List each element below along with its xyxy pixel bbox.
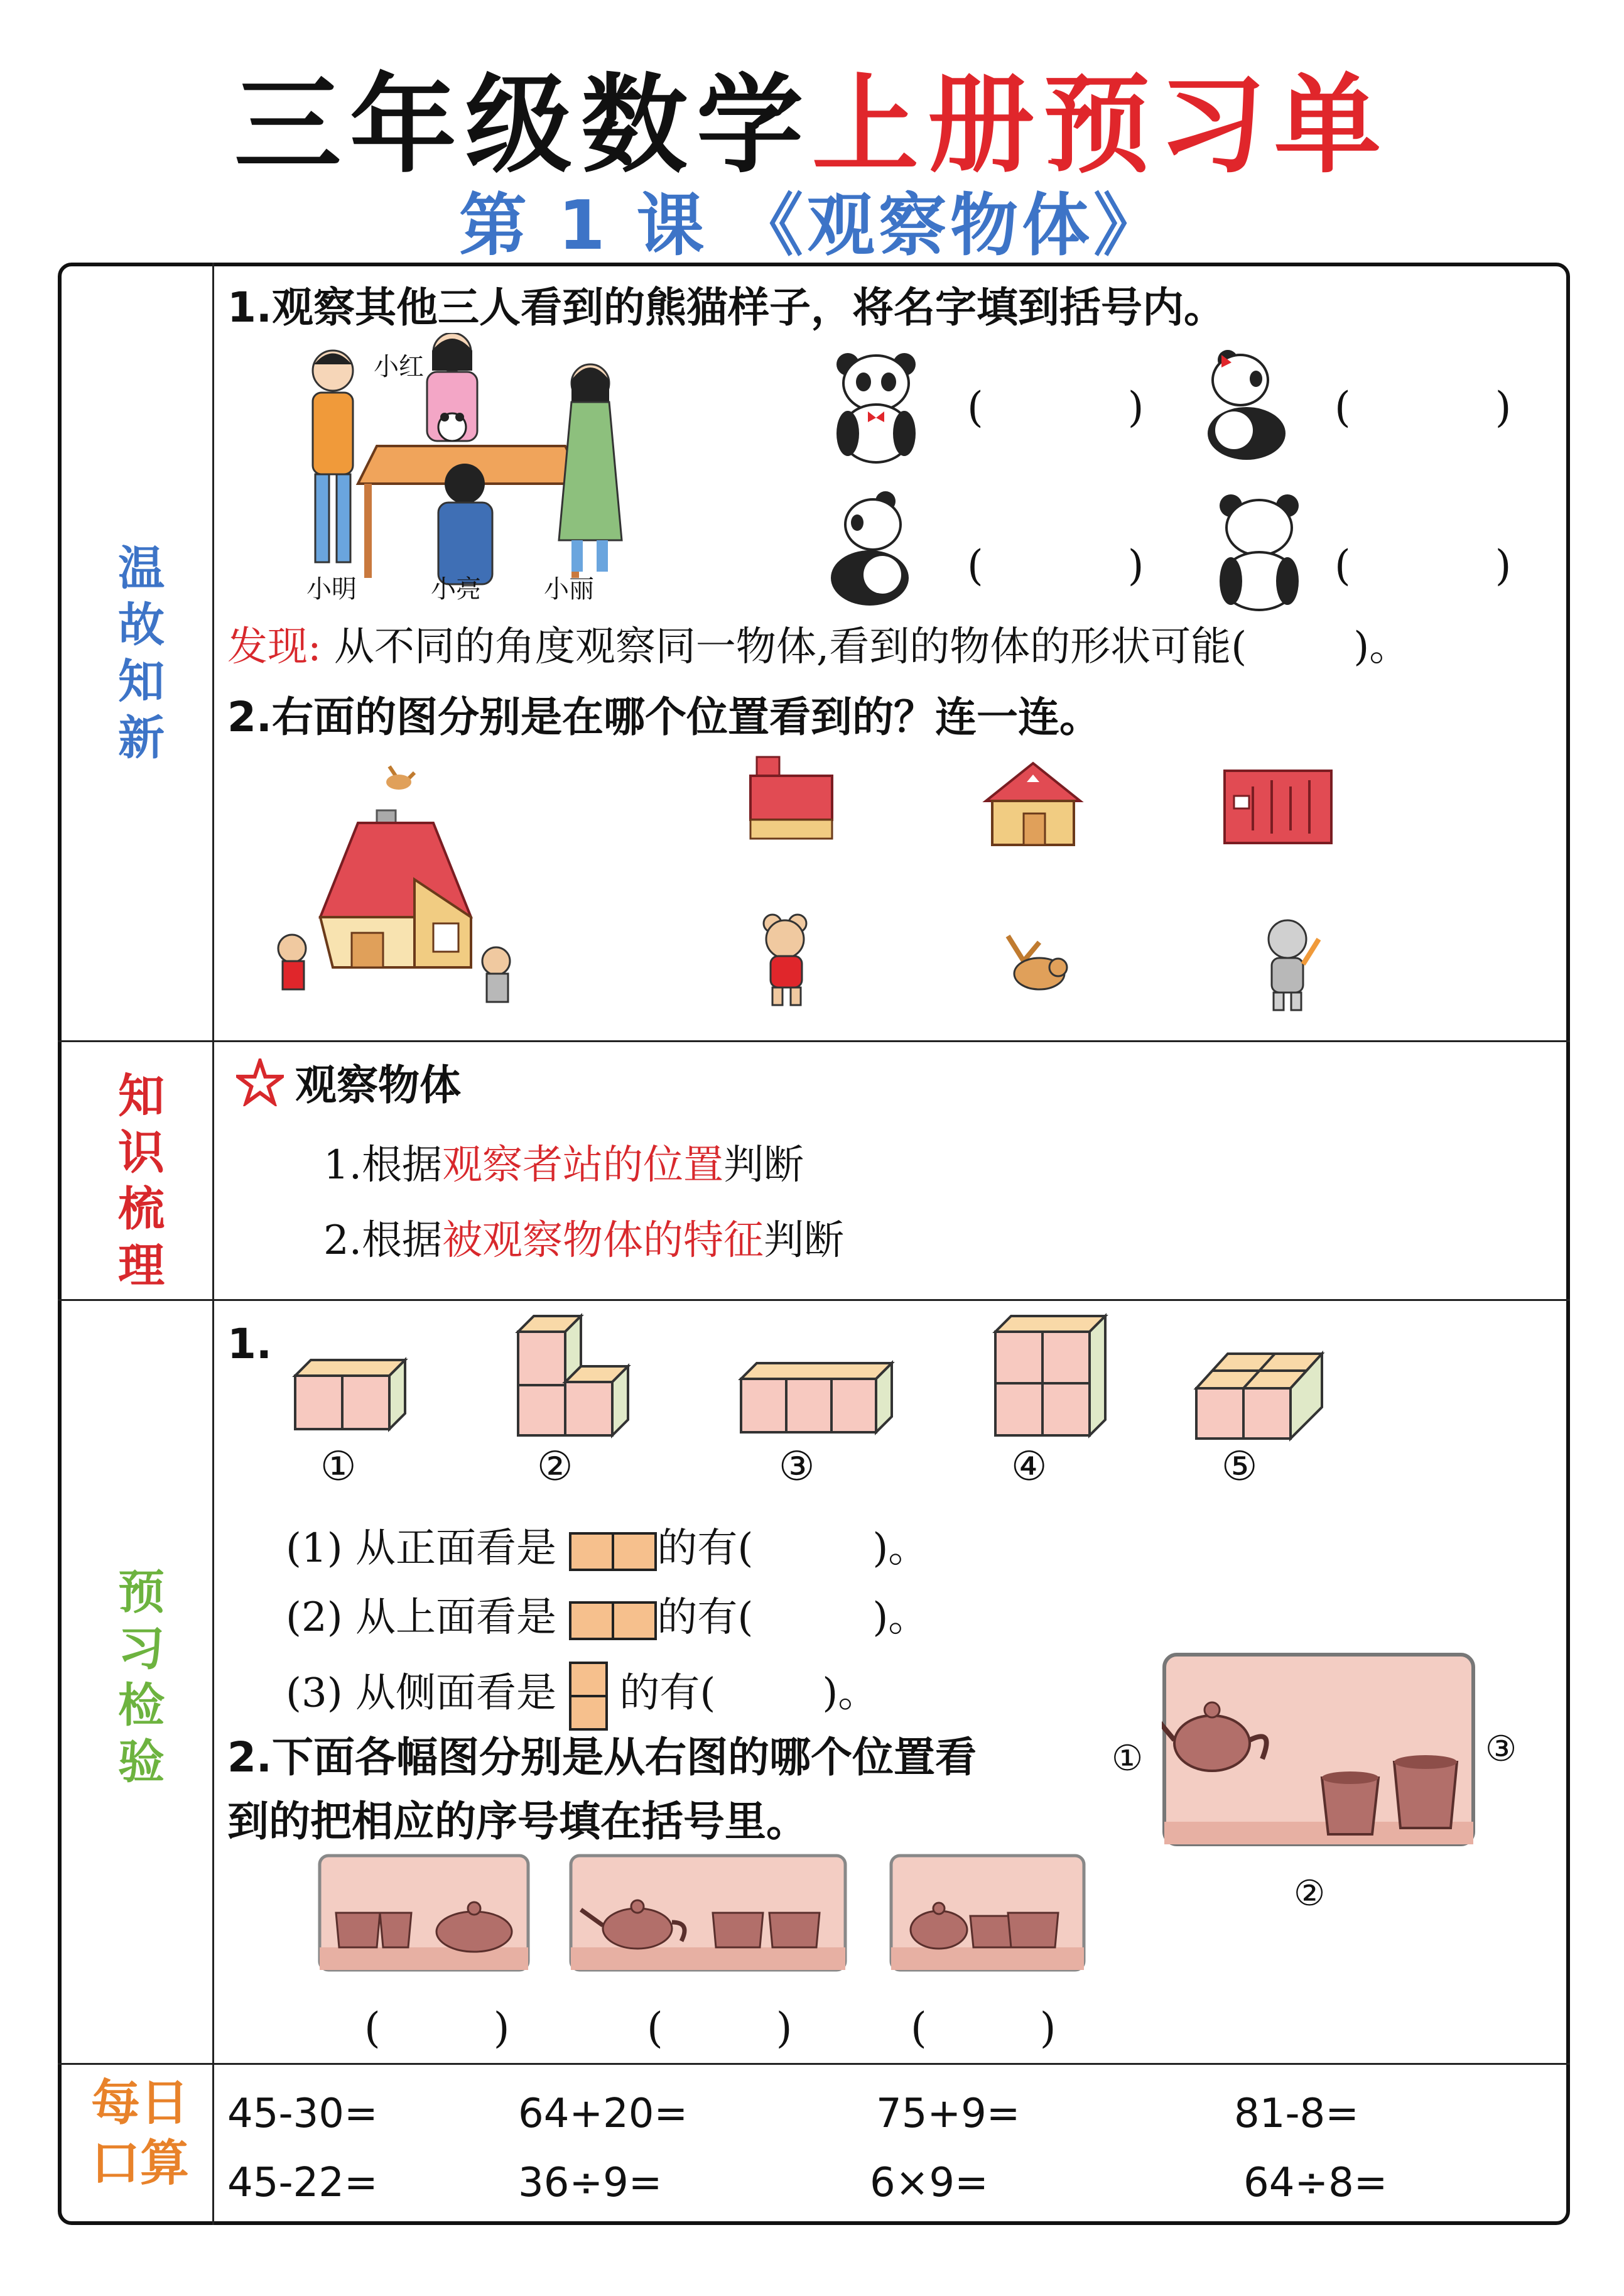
view-picture-1 (317, 1853, 531, 1972)
preview-sub-2-pre: (2) 从上面看是 (286, 1594, 556, 1641)
position-label-1: ① (1112, 1738, 1144, 1779)
paren-open: ( (1334, 541, 1351, 590)
knowledge-item-1 (323, 1140, 804, 1190)
cube-shape-2 (512, 1313, 637, 1439)
knowledge-item-2-post: 判断 (764, 1217, 845, 1264)
preview-sub-1-end: )。 (872, 1525, 929, 1572)
side-label-char: 故 (118, 598, 165, 652)
teapot-reference-picture (1162, 1652, 1476, 1847)
title-part2: 上册预习单 (812, 63, 1390, 188)
row-divider-2 (58, 1299, 1570, 1301)
preview-sub-3-end: )。 (822, 1670, 879, 1717)
discovery-end: )。 (1353, 624, 1410, 670)
cat-observer (1256, 914, 1325, 1015)
view-front-house (980, 757, 1086, 851)
paren-close: ) (1127, 541, 1144, 590)
label-daily-line2: 口算 (90, 2135, 189, 2192)
calc-1-1: 45-30= (227, 2091, 378, 2137)
shape-num-4: ④ (1011, 1444, 1047, 1490)
cube-shape-5 (1190, 1344, 1328, 1445)
preview-sub-2-end: )。 (872, 1594, 929, 1641)
side-label-char: 知 (118, 655, 165, 709)
view-answer-2[interactable] (647, 2004, 793, 2052)
preview-question-2-line1: 2.下面各幅图分别是从右图的哪个位置看 (227, 1733, 977, 1782)
kids-table-illustration (295, 333, 647, 597)
two-squares-icon (569, 1601, 657, 1640)
side-label-char: 检 (118, 1678, 165, 1733)
page-title (0, 63, 1624, 188)
calc-2-4: 64÷8= (1243, 2160, 1388, 2206)
preview-sub-3 (286, 1662, 878, 1731)
paren-open: ( (911, 2004, 927, 2052)
row-divider-1 (58, 1040, 1570, 1042)
cube-shape-1 (289, 1351, 414, 1432)
knowledge-heading: 观察物体 (295, 1061, 461, 1109)
answer-paren-3[interactable] (967, 541, 1144, 590)
paren-open: ( (1334, 383, 1351, 432)
side-label-char: 新 (118, 711, 165, 765)
view-answer-1[interactable] (364, 2004, 510, 2052)
discovery-line (227, 622, 1409, 672)
side-label-char: 温 (118, 541, 165, 596)
shape-num-5: ⑤ (1221, 1444, 1258, 1490)
discovery-text: 从不同的角度观察同一物体,看到的物体的形状可能( (333, 624, 1247, 670)
name-xiaohong: 小红 (374, 352, 424, 381)
bird-observer (995, 930, 1077, 999)
calc-2-1: 45-22= (227, 2160, 378, 2206)
paren-open: ( (364, 2004, 381, 2052)
label-review (104, 540, 179, 766)
paren-close: ) (1495, 383, 1512, 432)
paren-close: ) (776, 2004, 793, 2052)
knowledge-item-1-pre: 1.根据 (323, 1142, 443, 1189)
name-xiaoming: 小明 (306, 575, 357, 604)
panda-side-left (823, 490, 917, 609)
answer-paren-4[interactable] (1334, 541, 1512, 590)
column-divider (212, 263, 214, 2225)
calc-2-2: 36÷9= (518, 2160, 663, 2206)
view-side-roof (1221, 768, 1334, 849)
paren-open: ( (967, 541, 983, 590)
preview-sub-3-pre: (3) 从侧面看是 (286, 1670, 556, 1717)
review-question-1: 1.观察其他三人看到的熊猫样子，将名字填到括号内。 (227, 283, 1225, 332)
side-label-char: 验 (118, 1735, 165, 1789)
knowledge-item-2-pre: 2.根据 (323, 1217, 443, 1264)
knowledge-item-2-highlight: 被观察物体的特征 (442, 1217, 764, 1264)
knowledge-item-1-post: 判断 (723, 1142, 804, 1189)
title-part1: 三年级数学 (234, 63, 812, 188)
paren-close: ) (1495, 541, 1512, 590)
paren-open: ( (967, 383, 983, 432)
preview-sub-2-post: 的有( (657, 1594, 754, 1641)
paren-close: ) (1039, 2004, 1056, 2052)
knowledge-item-1-highlight: 观察者站的位置 (442, 1142, 724, 1189)
knowledge-item-2 (323, 1216, 844, 1266)
name-xiaoli: 小丽 (544, 575, 594, 604)
star-icon (236, 1058, 284, 1106)
preview-question-1: 1. (227, 1320, 272, 1368)
house-scene (257, 754, 534, 1018)
side-label-char: 预 (118, 1565, 165, 1619)
preview-sub-1-pre: (1) 从正面看是 (286, 1525, 556, 1572)
two-squares-icon (569, 1532, 657, 1571)
view-answer-3[interactable] (911, 2004, 1056, 2052)
panda-front (829, 352, 923, 465)
answer-paren-2[interactable] (1334, 383, 1512, 432)
vertical-squares-icon (569, 1662, 608, 1731)
panda-back (1212, 493, 1306, 612)
side-label-char: 习 (118, 1622, 165, 1676)
calc-1-3: 75+9= (876, 2091, 1020, 2137)
mouse-observer (750, 911, 826, 1011)
paren-open: ( (647, 2004, 663, 2052)
preview-sub-1 (286, 1523, 928, 1574)
side-label-char: 知 (118, 1069, 165, 1123)
side-label-char: 梳 (118, 1182, 165, 1236)
name-xiaoliang: 小亮 (431, 575, 481, 604)
cube-shape-3 (735, 1357, 898, 1439)
cube-shape-4 (989, 1313, 1115, 1439)
paren-close: ) (1127, 383, 1144, 432)
answer-paren-1[interactable] (967, 383, 1144, 432)
calc-1-2: 64+20= (518, 2091, 688, 2137)
view-top-roof (744, 751, 838, 845)
preview-sub-1-post: 的有( (657, 1525, 754, 1572)
position-label-2: ② (1294, 1873, 1326, 1914)
side-label-char: 识 (118, 1126, 165, 1180)
position-label-3: ③ (1485, 1729, 1517, 1770)
page-subtitle: 第 1 课 《观察物体》 (459, 187, 1165, 265)
label-knowledge (104, 1068, 179, 1294)
preview-question-2-line2: 到的把相应的序号填在括号里。 (227, 1797, 808, 1846)
view-picture-2 (568, 1853, 848, 1972)
preview-sub-2 (286, 1592, 928, 1643)
label-preview (104, 1564, 179, 1790)
calc-2-3: 6×9= (870, 2160, 988, 2206)
view-picture-3 (889, 1853, 1086, 1972)
preview-sub-3-post: 的有( (619, 1670, 716, 1717)
shape-num-3: ③ (779, 1444, 815, 1490)
calc-1-4: 81-8= (1234, 2091, 1359, 2137)
panda-side-right (1196, 349, 1297, 462)
label-daily (74, 2073, 206, 2194)
paren-close: ) (493, 2004, 510, 2052)
side-label-char: 理 (118, 1239, 165, 1293)
review-question-2: 2.右面的图分别是在哪个位置看到的？连一连。 (227, 693, 1101, 741)
label-daily-line1: 每日 (90, 2075, 189, 2131)
shape-num-1: ① (320, 1444, 357, 1490)
discovery-label: 发现: (227, 624, 322, 670)
row-divider-3 (58, 2063, 1570, 2065)
shape-num-2: ② (537, 1444, 573, 1490)
